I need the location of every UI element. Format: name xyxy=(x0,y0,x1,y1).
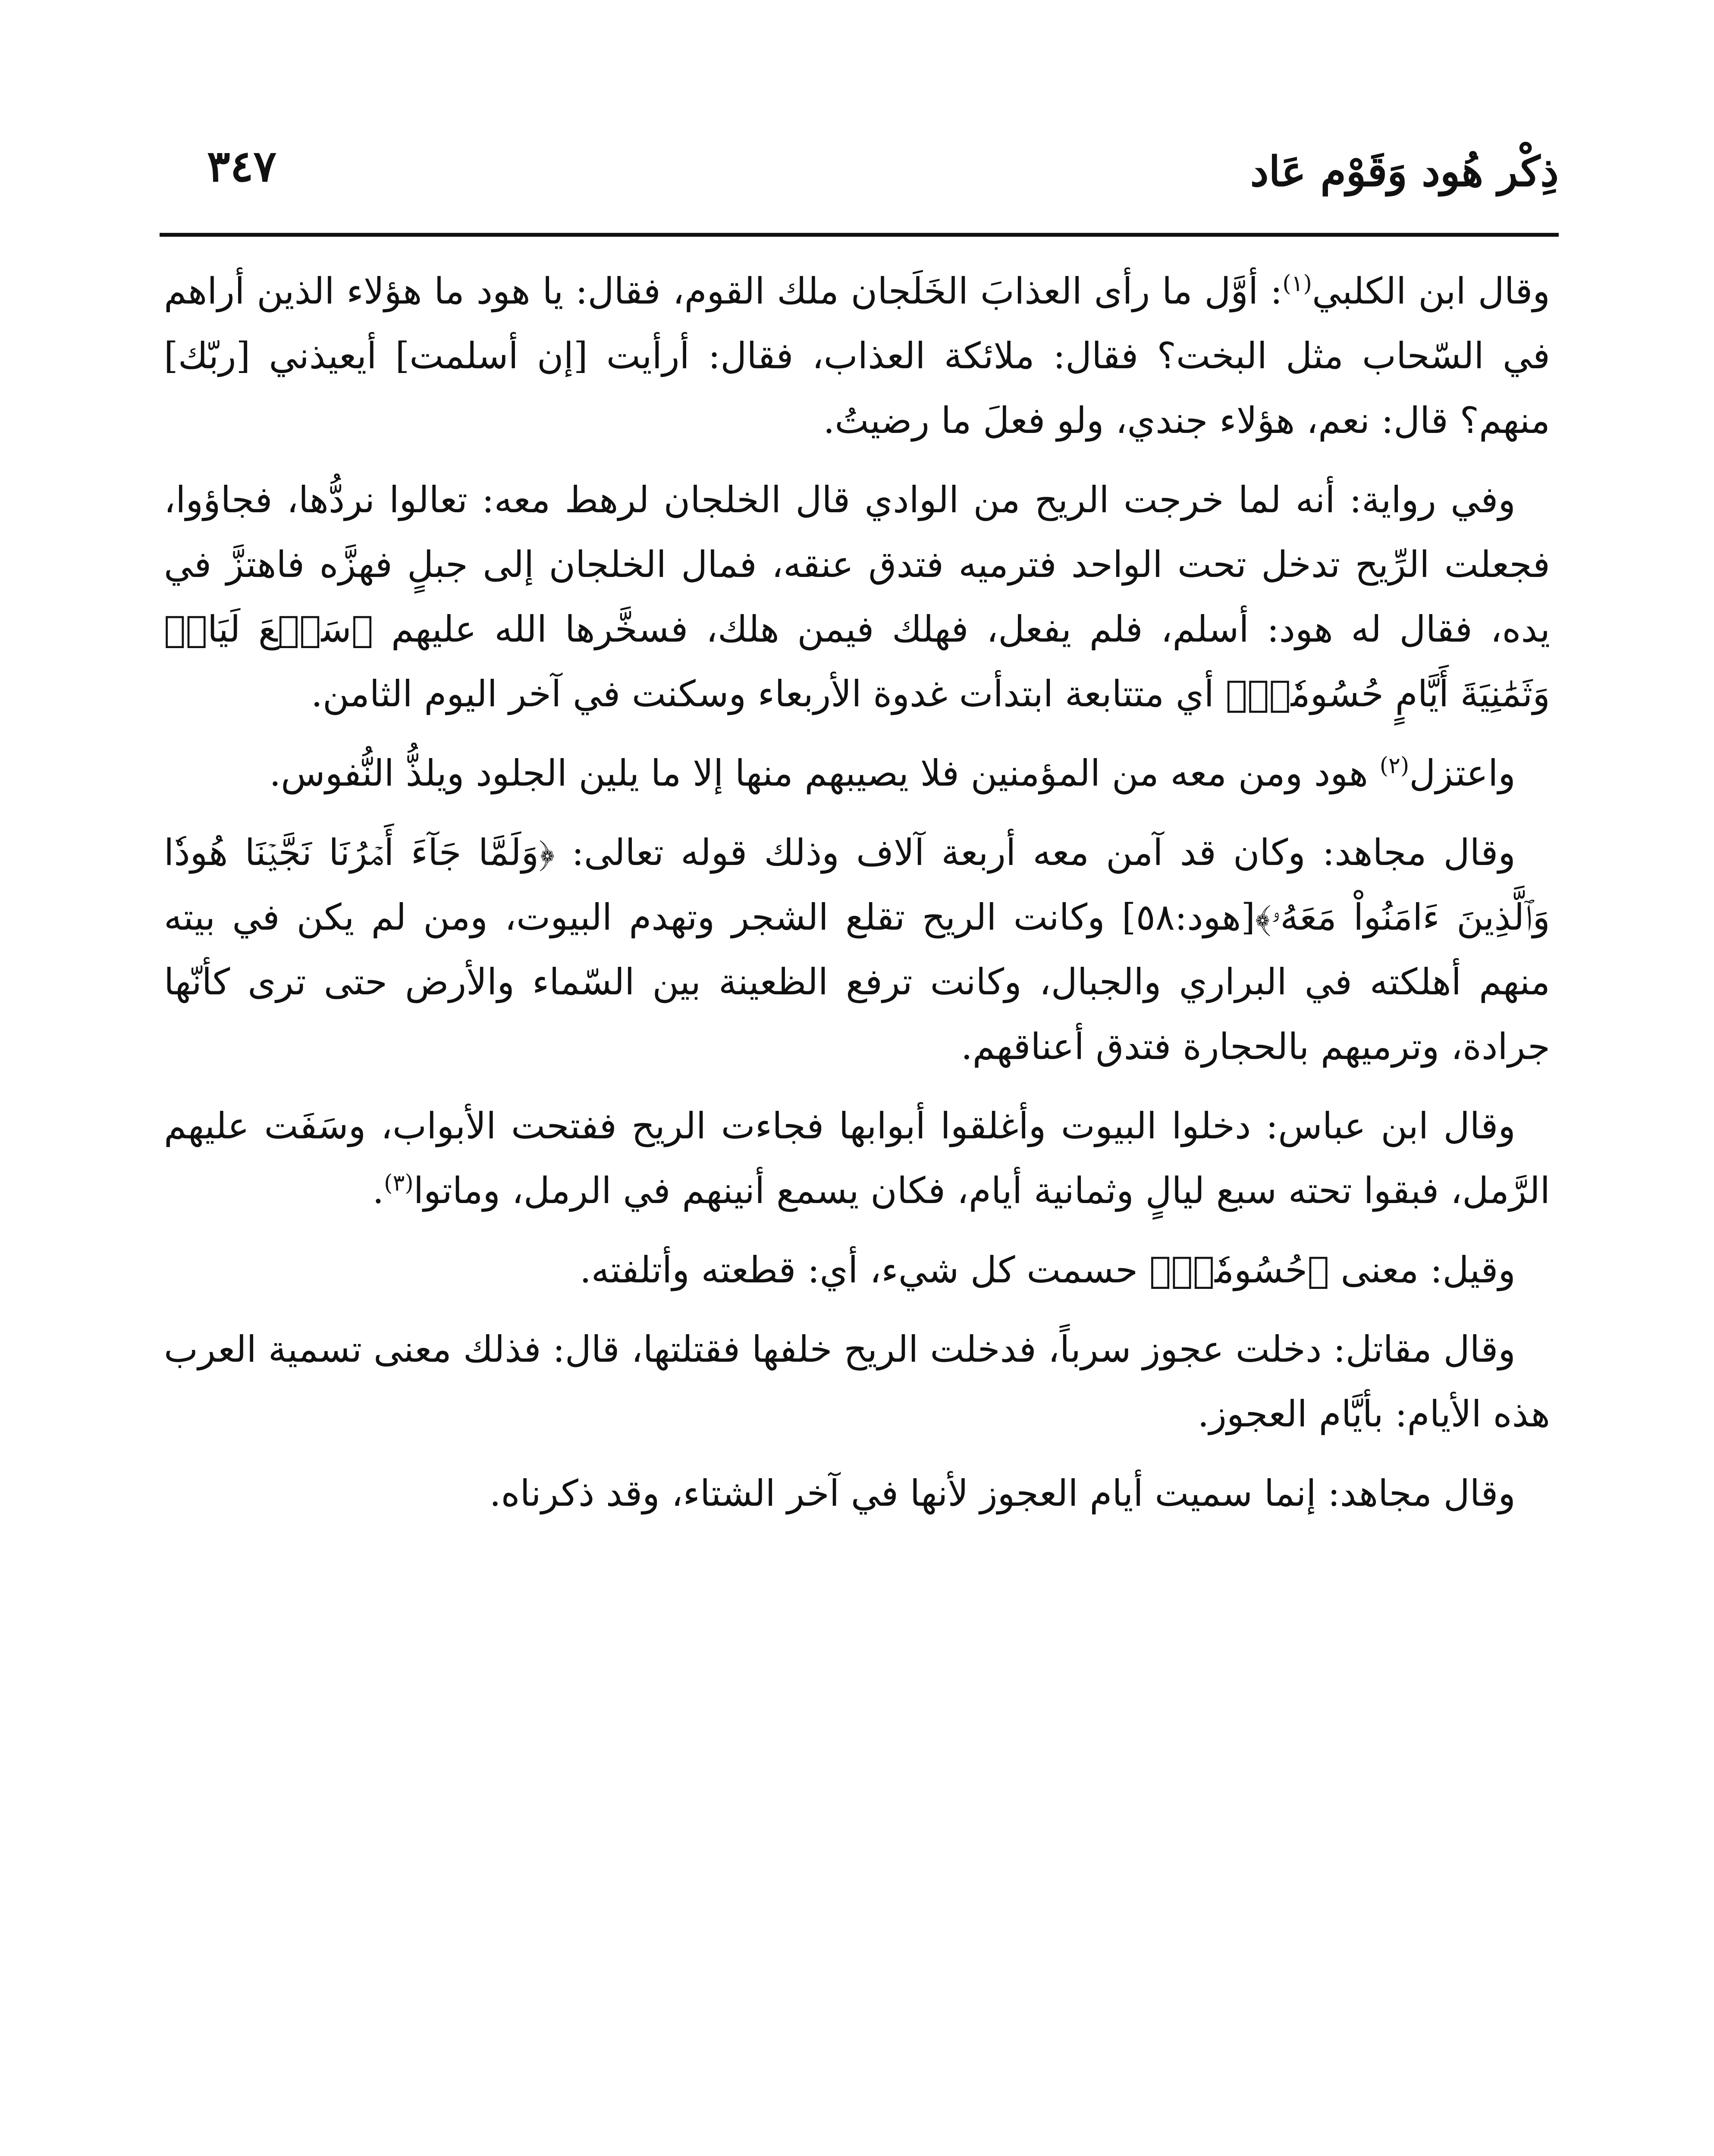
paragraph-text: وفي رواية: أنه لما خرجت الريح من الوادي قال الخلجان لرهط معه: تعالوا نردُّها، فجاؤوا، فجعلت الرِّيح تدخل تحت الواحد فترميه فتدق عنقه، فمال الخلجان إلى جبلٍ فهزَّه فاهتزَّ في يده، فقال له هود: أسلم، فلم يفعل، فهلك فيمن هلك، فسخَّرها الله عليهم xyxy=(164,479,1550,650)
paragraph-itazal xyxy=(164,741,1550,805)
paragraph-text: هود ومن معه من المؤمنين فلا يصيبهم منها إلا ما يلين الجلود ويلذُّ النُّفوس. xyxy=(269,752,1380,794)
paragraph-text: . xyxy=(372,1169,384,1212)
paragraph-text: وقال مقاتل: دخلت عجوز سرباً، فدخلت الريح خلفها فقتلتها، قال: فذلك معنى تسمية العرب هذه الأيام: بأيَّام العجوز. xyxy=(164,1328,1550,1435)
paragraph-text: واعتزل xyxy=(1409,752,1516,794)
paragraph-text: حسمت كل شيء، أي: قطعته وأتلفته. xyxy=(580,1249,1138,1291)
paragraph-text: وقال ابن الكلبي xyxy=(1312,270,1550,312)
paragraph-qila xyxy=(164,1238,1550,1302)
paragraph-ibn-kalbi xyxy=(164,259,1550,453)
paragraph-text: وقيل: معنى xyxy=(1340,1249,1516,1291)
page-number: ٣٤٧ xyxy=(207,141,277,191)
footnote-ref-3[interactable]: (٣) xyxy=(384,1170,414,1196)
running-title: ذِكْر هُود وَقَوْم عَاد xyxy=(1250,147,1559,196)
paragraph-riwaya xyxy=(164,467,1550,726)
footnote-ref-2[interactable]: (٢) xyxy=(1379,753,1409,779)
quran-quote: ﴿حُسُومٗاۖ﴾ xyxy=(1149,1249,1329,1291)
quran-quote: ﴿سَبۡعَ لَيَالٖ وَثَمَٰنِيَةَ أَيَّامٍ حُسُومٗاۖ﴾ xyxy=(164,608,1550,715)
main-text xyxy=(164,259,1550,1540)
paragraph-text: وقال مجاهد: وكان قد آمن معه أربعة آلاف وذلك قوله تعالى: xyxy=(571,831,1516,874)
quran-quote: ﴿وَلَمَّا جَآءَ أَمۡرُنَا نَجَّيۡنَا هُودٗا وَٱلَّذِينَ ءَامَنُواْ مَعَهُۥ﴾ xyxy=(164,831,1550,938)
header-rule xyxy=(160,233,1559,237)
paragraph-text: : أوَّل ما رأى العذابَ الخَلَجان ملك القوم، فقال: يا هود ما هؤلاء الذين أراهم في السّحاب مثل البخت؟ فقال: ملائكة العذاب، فقال: أرأيت [إن أسلمت] أيعيذني [ربّك] منهم؟ قال: نعم، هؤلاء جندي، ولو فعلَ ما رضيتُ. xyxy=(164,270,1550,442)
paragraph-ibn-abbas xyxy=(164,1094,1550,1223)
paragraph-text: [هود:٥٨] وكانت الريح تقلع الشجر وتهدم البيوت، ومن لم يكن في بيته منهم أهلكته في البراري والجبال، وكانت ترفع الظعينة بين السّماء والأرض حتى ترى كأنّها جرادة، وترميهم بالحجارة فتدق أعناقهم. xyxy=(164,896,1550,1068)
footnote-ref-1[interactable]: (١) xyxy=(1282,271,1312,297)
paragraph-muqatil xyxy=(164,1317,1550,1446)
paragraph-mujahid-2 xyxy=(164,1461,1550,1526)
paragraph-text: وقال ابن عباس: دخلوا البيوت وأغلقوا أبوابها فجاءت الريح ففتحت الأبواب، وسَفَت عليهم الرَّمل، فبقوا تحته سبع ليالٍ وثمانية أيام، فكان يسمع أنينهم في الرمل، وماتوا xyxy=(164,1105,1550,1212)
paragraph-mujahid-1 xyxy=(164,820,1550,1079)
paragraph-text: أي متتابعة ابتدأت غدوة الأربعاء وسكنت في آخر اليوم الثامن. xyxy=(311,673,1214,715)
paragraph-text: وقال مجاهد: إنما سميت أيام العجوز لأنها في آخر الشتاء، وقد ذكرناه. xyxy=(489,1472,1516,1514)
